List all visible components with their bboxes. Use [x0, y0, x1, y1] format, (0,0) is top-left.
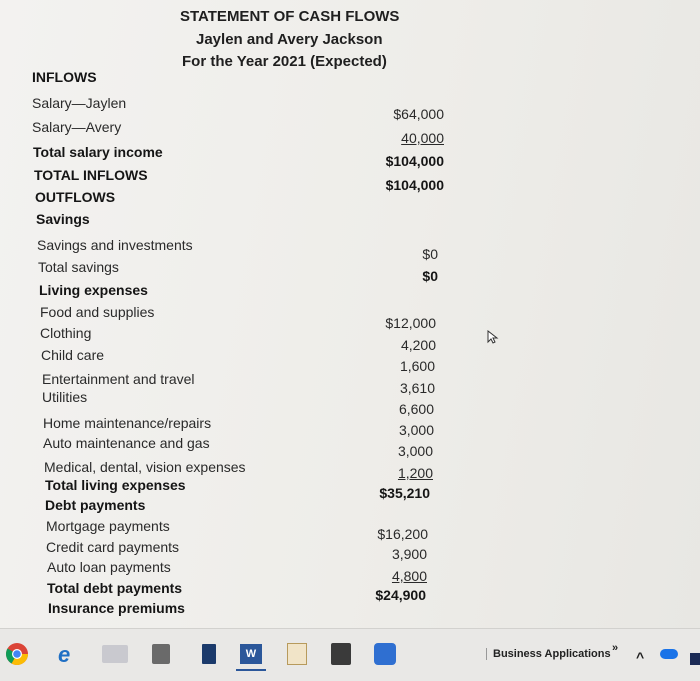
row-credit-card: Credit card payments: [46, 539, 180, 555]
row-entertainment: Entertainment and travel: [42, 371, 195, 387]
statement-title: STATEMENT OF CASH FLOWS: [180, 8, 400, 25]
value-auto-maintenance: 3,000: [397, 443, 433, 459]
value-food: $12,000: [385, 315, 436, 331]
row-total-debt: Total debt payments: [47, 580, 183, 596]
value-entertainment: 3,610: [399, 380, 435, 396]
row-auto-maintenance: Auto maintenance and gas: [43, 435, 210, 451]
value-mortgage: $16,200: [377, 526, 428, 542]
value-total-living: $35,210: [379, 485, 430, 501]
row-salary-jaylen: Salary—Jaylen: [32, 95, 127, 111]
row-salary-avery: Salary—Avery: [32, 119, 122, 135]
tray-show-hidden-icons[interactable]: ^: [636, 649, 645, 665]
edge-icon[interactable]: [52, 639, 82, 669]
document-viewer-icon[interactable]: [146, 639, 176, 669]
business-applications-toolbar[interactable]: Business Applications: [486, 648, 611, 660]
nmc-app-icon[interactable]: [100, 639, 130, 669]
row-savings-investments: Savings and investments: [37, 237, 193, 253]
row-child-care: Child care: [41, 347, 105, 363]
taskbar: [0, 628, 700, 681]
word-icon[interactable]: W: [236, 639, 266, 671]
value-credit-card: 3,900: [391, 546, 427, 562]
row-savings-heading: Savings: [36, 211, 90, 227]
statement-period: For the Year 2021 (Expected): [182, 53, 387, 70]
row-total-salary: Total salary income: [33, 144, 163, 160]
value-home-maintenance: 3,000: [398, 422, 434, 438]
statement-names: Jaylen and Avery Jackson: [196, 31, 383, 48]
camera-app-icon[interactable]: [370, 639, 400, 669]
row-inflows-heading: INFLOWS: [32, 69, 97, 85]
row-utilities: Utilities: [42, 389, 88, 405]
row-clothing: Clothing: [40, 325, 92, 341]
toolbar-overflow-chevron[interactable]: »: [612, 642, 619, 654]
row-food: Food and supplies: [40, 304, 155, 320]
row-total-living: Total living expenses: [45, 477, 186, 493]
calculator-icon[interactable]: [326, 639, 356, 669]
chrome-icon[interactable]: [2, 639, 32, 669]
value-salary-jaylen: $64,000: [393, 106, 444, 122]
value-savings-investments: $0: [422, 246, 438, 262]
svg-text:e: e: [58, 642, 71, 666]
value-salary-avery: 40,000: [401, 130, 444, 146]
row-total-inflows: TOTAL INFLOWS: [34, 167, 148, 183]
row-auto-loan: Auto loan payments: [47, 559, 171, 575]
row-debt-heading: Debt payments: [45, 497, 146, 513]
tray-edge-strip: [690, 653, 700, 665]
row-home-maintenance: Home maintenance/repairs: [43, 415, 212, 431]
row-insurance-heading: Insurance premiums: [48, 600, 185, 616]
file-icon[interactable]: [194, 639, 224, 669]
value-total-savings: $0: [422, 268, 438, 284]
row-mortgage: Mortgage payments: [46, 518, 170, 534]
value-clothing: 4,200: [400, 337, 436, 353]
value-total-salary: $104,000: [385, 153, 444, 169]
value-child-care: 1,600: [399, 358, 435, 374]
row-medical: Medical, dental, vision expenses: [44, 459, 246, 475]
value-total-inflows: $104,000: [385, 177, 444, 193]
row-outflows-heading: OUTFLOWS: [35, 189, 116, 205]
value-medical: 1,200: [397, 465, 433, 481]
value-utilities: 6,600: [398, 401, 434, 417]
row-living-heading: Living expenses: [39, 282, 148, 298]
cloud-icon[interactable]: [654, 639, 684, 669]
value-total-debt: $24,900: [375, 587, 426, 603]
app-icon[interactable]: [282, 639, 312, 669]
value-auto-loan: 4,800: [391, 568, 427, 584]
mouse-cursor-icon: [486, 330, 500, 344]
row-total-savings: Total savings: [38, 259, 119, 275]
